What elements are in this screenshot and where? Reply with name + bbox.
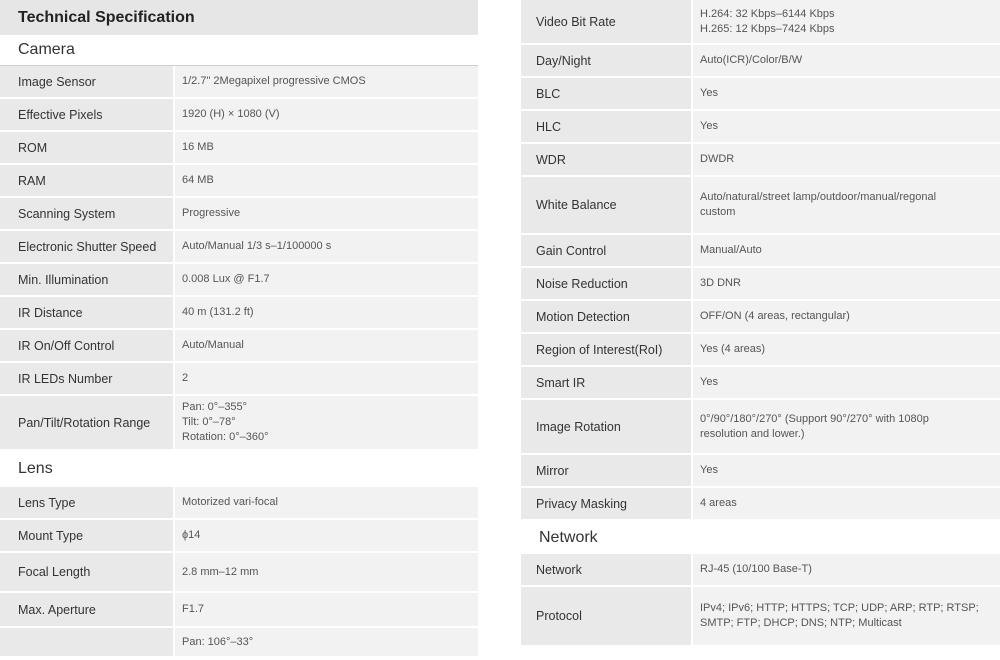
spec-value-line: 2 xyxy=(182,372,189,384)
spec-label: Focal Length xyxy=(0,553,175,591)
camera-spec-table xyxy=(0,66,478,451)
spec-value-line: Yes xyxy=(700,464,718,476)
spec-value-line: RJ-45 (10/100 Base-T) xyxy=(700,563,812,575)
spec-row xyxy=(521,367,1000,400)
spec-value-line: resolution and lower.) xyxy=(700,427,805,440)
spec-value-line: 3D DNR xyxy=(700,277,741,289)
spec-value xyxy=(693,235,1000,266)
spec-value-line: H.264: 32 Kbps–6144 Kbps xyxy=(700,7,835,20)
spec-value-line: Auto(ICR)/Color/B/W xyxy=(700,54,803,66)
spec-value xyxy=(175,231,478,262)
spec-label: Protocol xyxy=(521,587,693,645)
spec-row xyxy=(521,177,1000,235)
spec-value-line: 1/2.7" 2Megapixel progressive CMOS xyxy=(182,75,366,87)
spec-row xyxy=(0,66,478,99)
spec-label: Image Rotation xyxy=(521,400,693,453)
spec-row xyxy=(521,111,1000,144)
spec-value-line: Yes (4 areas) xyxy=(700,343,766,355)
spec-value xyxy=(175,198,478,229)
spec-value xyxy=(693,177,1000,233)
spec-label: IR Distance xyxy=(0,297,175,328)
spec-row xyxy=(0,264,478,297)
spec-label: Effective Pixels xyxy=(0,99,175,130)
spec-value xyxy=(175,264,478,295)
spec-row xyxy=(521,78,1000,111)
spec-value-line: Auto/Manual xyxy=(182,339,244,351)
spec-row xyxy=(521,235,1000,268)
spec-row xyxy=(0,132,478,165)
spec-value-line: 2.8 mm–12 mm xyxy=(182,565,259,578)
spec-value xyxy=(693,488,1000,519)
spec-value xyxy=(175,628,478,656)
spec-label: Smart IR xyxy=(521,367,693,398)
spec-row xyxy=(0,330,478,363)
spec-label: Region of Interest(RoI) xyxy=(521,334,693,365)
spec-label: Max. Aperture xyxy=(0,593,175,626)
section-heading-camera: Camera xyxy=(0,35,478,66)
spec-value-line: 4 areas xyxy=(700,497,737,509)
spec-row xyxy=(0,396,478,451)
spec-row xyxy=(521,0,1000,45)
spec-row xyxy=(0,99,478,132)
spec-value xyxy=(693,587,1000,645)
spec-value-line: 16 MB xyxy=(182,141,214,153)
spec-label: IR LEDs Number xyxy=(0,363,175,394)
spec-row xyxy=(0,628,478,658)
spec-value-line: Progressive xyxy=(182,207,241,219)
spec-value-line: custom xyxy=(700,206,736,218)
spec-label: BLC xyxy=(521,78,693,109)
spec-value-line: F1.7 xyxy=(182,603,205,615)
spec-value xyxy=(175,66,478,97)
spec-label: Scanning System xyxy=(0,198,175,229)
spec-value xyxy=(693,144,1000,175)
spec-value-line: OFF/ON (4 areas, rectangular) xyxy=(700,310,850,322)
spec-value xyxy=(693,45,1000,76)
section-heading-network: Network xyxy=(521,521,1000,554)
spec-value-line: Auto/natural/street lamp/outdoor/manual/regonal xyxy=(700,191,937,203)
spec-row xyxy=(521,587,1000,647)
spec-label: Lens Type xyxy=(0,487,175,518)
spec-value xyxy=(693,334,1000,365)
spec-row xyxy=(521,488,1000,521)
spec-value-line: Yes xyxy=(700,120,718,132)
spec-row xyxy=(521,400,1000,455)
spec-row xyxy=(0,363,478,396)
spec-value xyxy=(175,520,478,551)
spec-value-line: Motorized vari-focal xyxy=(182,496,278,508)
spec-value-line: 40 m (131.2 ft) xyxy=(182,306,254,318)
spec-row xyxy=(0,165,478,198)
spec-value-line: Manual/Auto xyxy=(700,244,762,256)
spec-value-line: 0.008 Lux @ F1.7 xyxy=(182,273,270,285)
right-column xyxy=(521,0,1000,647)
lens-spec-table xyxy=(0,487,478,658)
spec-value xyxy=(175,330,478,361)
spec-value xyxy=(693,111,1000,142)
spec-label: Pan/Tilt/Rotation Range xyxy=(0,396,175,449)
spec-label: Day/Night xyxy=(521,45,693,76)
spec-label: IR On/Off Control xyxy=(0,330,175,361)
spec-row xyxy=(521,301,1000,334)
spec-value xyxy=(693,0,1000,43)
spec-value xyxy=(693,455,1000,486)
page-title: Technical Specification xyxy=(0,0,478,35)
spec-value xyxy=(175,363,478,394)
spec-value xyxy=(175,297,478,328)
spec-label: Network xyxy=(521,554,693,585)
spec-value-line: Yes xyxy=(700,376,718,388)
spec-label xyxy=(0,628,175,656)
spec-value-line: 0°/90°/180°/270° (Support 90°/270° with 1080p xyxy=(700,412,929,425)
spec-value xyxy=(693,268,1000,299)
spec-value-line: 64 MB xyxy=(182,174,214,186)
spec-label: Gain Control xyxy=(521,235,693,266)
spec-value xyxy=(693,554,1000,585)
spec-value-line: Pan: 0°–355° xyxy=(182,401,248,413)
spec-value xyxy=(175,553,478,591)
spec-label: WDR xyxy=(521,144,693,175)
spec-row xyxy=(521,455,1000,488)
spec-row xyxy=(0,593,478,628)
spec-value xyxy=(693,301,1000,332)
network-spec-table xyxy=(521,554,1000,647)
spec-label: Video Bit Rate xyxy=(521,0,693,43)
spec-value-line: 1920 (H) × 1080 (V) xyxy=(182,108,280,120)
spec-value-line: ϕ14 xyxy=(182,529,201,541)
spec-label: Mirror xyxy=(521,455,693,486)
spec-value-line: IPv4; IPv6; HTTP; HTTPS; TCP; UDP; ARP; RTP; RTSP; xyxy=(700,602,979,614)
spec-label: Noise Reduction xyxy=(521,268,693,299)
spec-value-line: Tilt: 0°–78° xyxy=(182,416,236,428)
spec-label: Min. Illumination xyxy=(0,264,175,295)
spec-row xyxy=(0,297,478,330)
spec-value-line: DWDR xyxy=(700,153,735,165)
spec-row xyxy=(0,553,478,593)
spec-label: Image Sensor xyxy=(0,66,175,97)
spec-value xyxy=(175,132,478,163)
spec-value xyxy=(175,487,478,518)
spec-row xyxy=(521,144,1000,177)
spec-value-line: H.265: 12 Kbps–7424 Kbps xyxy=(700,22,835,35)
spec-label: Electronic Shutter Speed xyxy=(0,231,175,262)
spec-row xyxy=(0,487,478,520)
section-heading-lens: Lens xyxy=(0,451,478,487)
spec-label: White Balance xyxy=(521,177,693,233)
video-spec-table xyxy=(521,0,1000,521)
spec-row xyxy=(521,268,1000,301)
spec-label: Mount Type xyxy=(0,520,175,551)
spec-row xyxy=(521,334,1000,367)
spec-value xyxy=(175,165,478,196)
spec-row xyxy=(0,520,478,553)
spec-row xyxy=(0,198,478,231)
spec-value xyxy=(175,593,478,626)
spec-label: HLC xyxy=(521,111,693,142)
spec-label: RAM xyxy=(0,165,175,196)
spec-row xyxy=(0,231,478,264)
spec-value-line: Rotation: 0°–360° xyxy=(182,431,269,443)
spec-value-line: SMTP; FTP; DHCP; DNS; NTP; Multicast xyxy=(700,617,902,629)
spec-value xyxy=(693,78,1000,109)
spec-value xyxy=(175,99,478,130)
spec-label: Privacy Masking xyxy=(521,488,693,519)
spec-row xyxy=(521,554,1000,587)
spec-value xyxy=(175,396,478,449)
spec-label: ROM xyxy=(0,132,175,163)
spec-row xyxy=(521,45,1000,78)
spec-label: Motion Detection xyxy=(521,301,693,332)
spec-value xyxy=(693,400,1000,453)
spec-value-line: Pan: 106°–33° xyxy=(182,635,254,648)
spec-value xyxy=(693,367,1000,398)
spec-value-line: Yes xyxy=(700,87,718,99)
left-column xyxy=(0,0,478,658)
spec-value-line: Auto/Manual 1/3 s–1/100000 s xyxy=(182,240,332,252)
